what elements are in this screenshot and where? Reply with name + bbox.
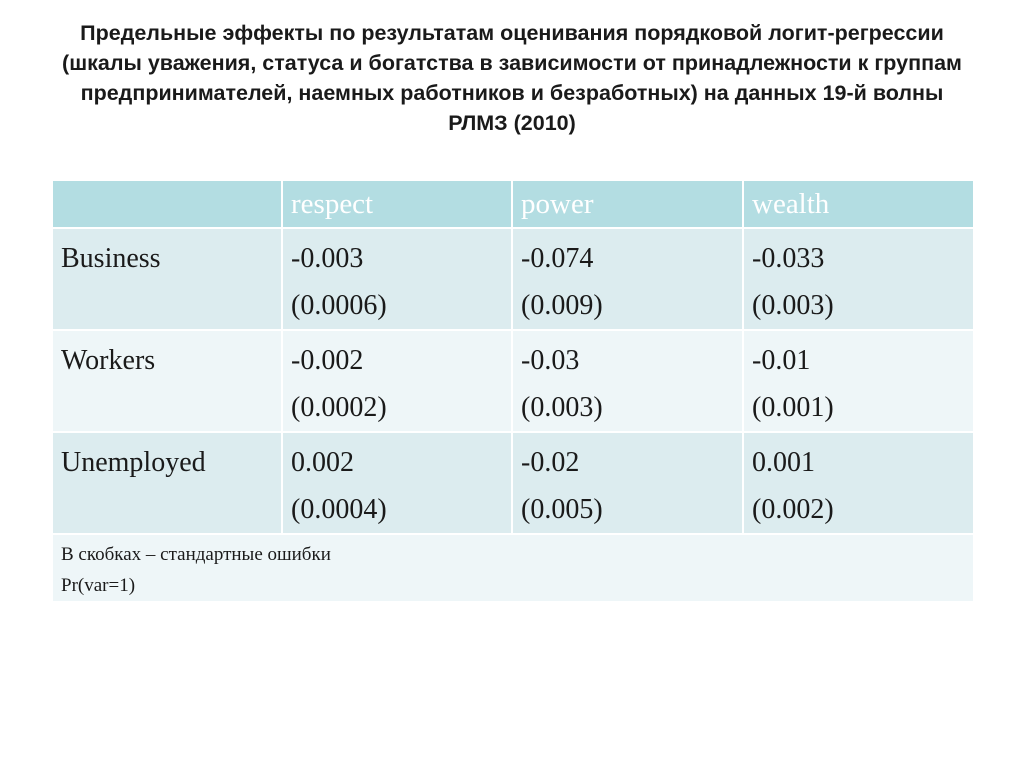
header-cell-empty [52,180,282,228]
coefficient: -0.01 [752,345,811,376]
coefficient: -0.02 [521,447,580,478]
note-standard-errors: В скобках – стандартные ошибки [61,544,331,565]
coefficient: -0.033 [752,243,825,274]
coefficient: -0.003 [291,243,364,274]
row-label-business: Business [52,228,282,330]
standard-error: (0.0002) [291,392,387,423]
coefficient: 0.002 [291,447,354,478]
coefficient: -0.002 [291,345,364,376]
table-cell [282,330,512,432]
standard-error: (0.005) [521,494,603,525]
table-notes [52,534,974,602]
table-cell [743,432,974,534]
table-cell [743,330,974,432]
standard-error: (0.0006) [291,290,387,321]
coefficient: -0.074 [521,243,594,274]
slide-title: Предельные эффекты по результатам оценивания порядковой логит-регрессии (шкалы уважения, статуса и богатства в зависимости от принадлежности к группам предпринимателей, наемных работников и безработных) на данных 19-й волны РЛМЗ (2010) [62,21,962,135]
header-cell-wealth: wealth [743,180,974,228]
coefficient: 0.001 [752,447,815,478]
table-cell [743,228,974,330]
table-header-row [52,180,974,228]
table-cell [282,432,512,534]
standard-error: (0.003) [752,290,834,321]
standard-error: (0.0004) [291,494,387,525]
table-cell [512,330,743,432]
header-cell-power: power [512,180,743,228]
marginal-effects-table [51,179,975,603]
table-cell [512,228,743,330]
row-label-workers: Workers [52,330,282,432]
standard-error: (0.002) [752,494,834,525]
coefficient: -0.03 [521,345,580,376]
table-cell [282,228,512,330]
table-notes-row [52,534,974,602]
table-row [52,330,974,432]
table-row [52,432,974,534]
standard-error: (0.009) [521,290,603,321]
table-row [52,228,974,330]
standard-error: (0.001) [752,392,834,423]
row-label-unemployed: Unemployed [52,432,282,534]
note-probability: Pr(var=1) [61,575,136,596]
header-cell-respect: respect [282,180,512,228]
table-cell [512,432,743,534]
standard-error: (0.003) [521,392,603,423]
